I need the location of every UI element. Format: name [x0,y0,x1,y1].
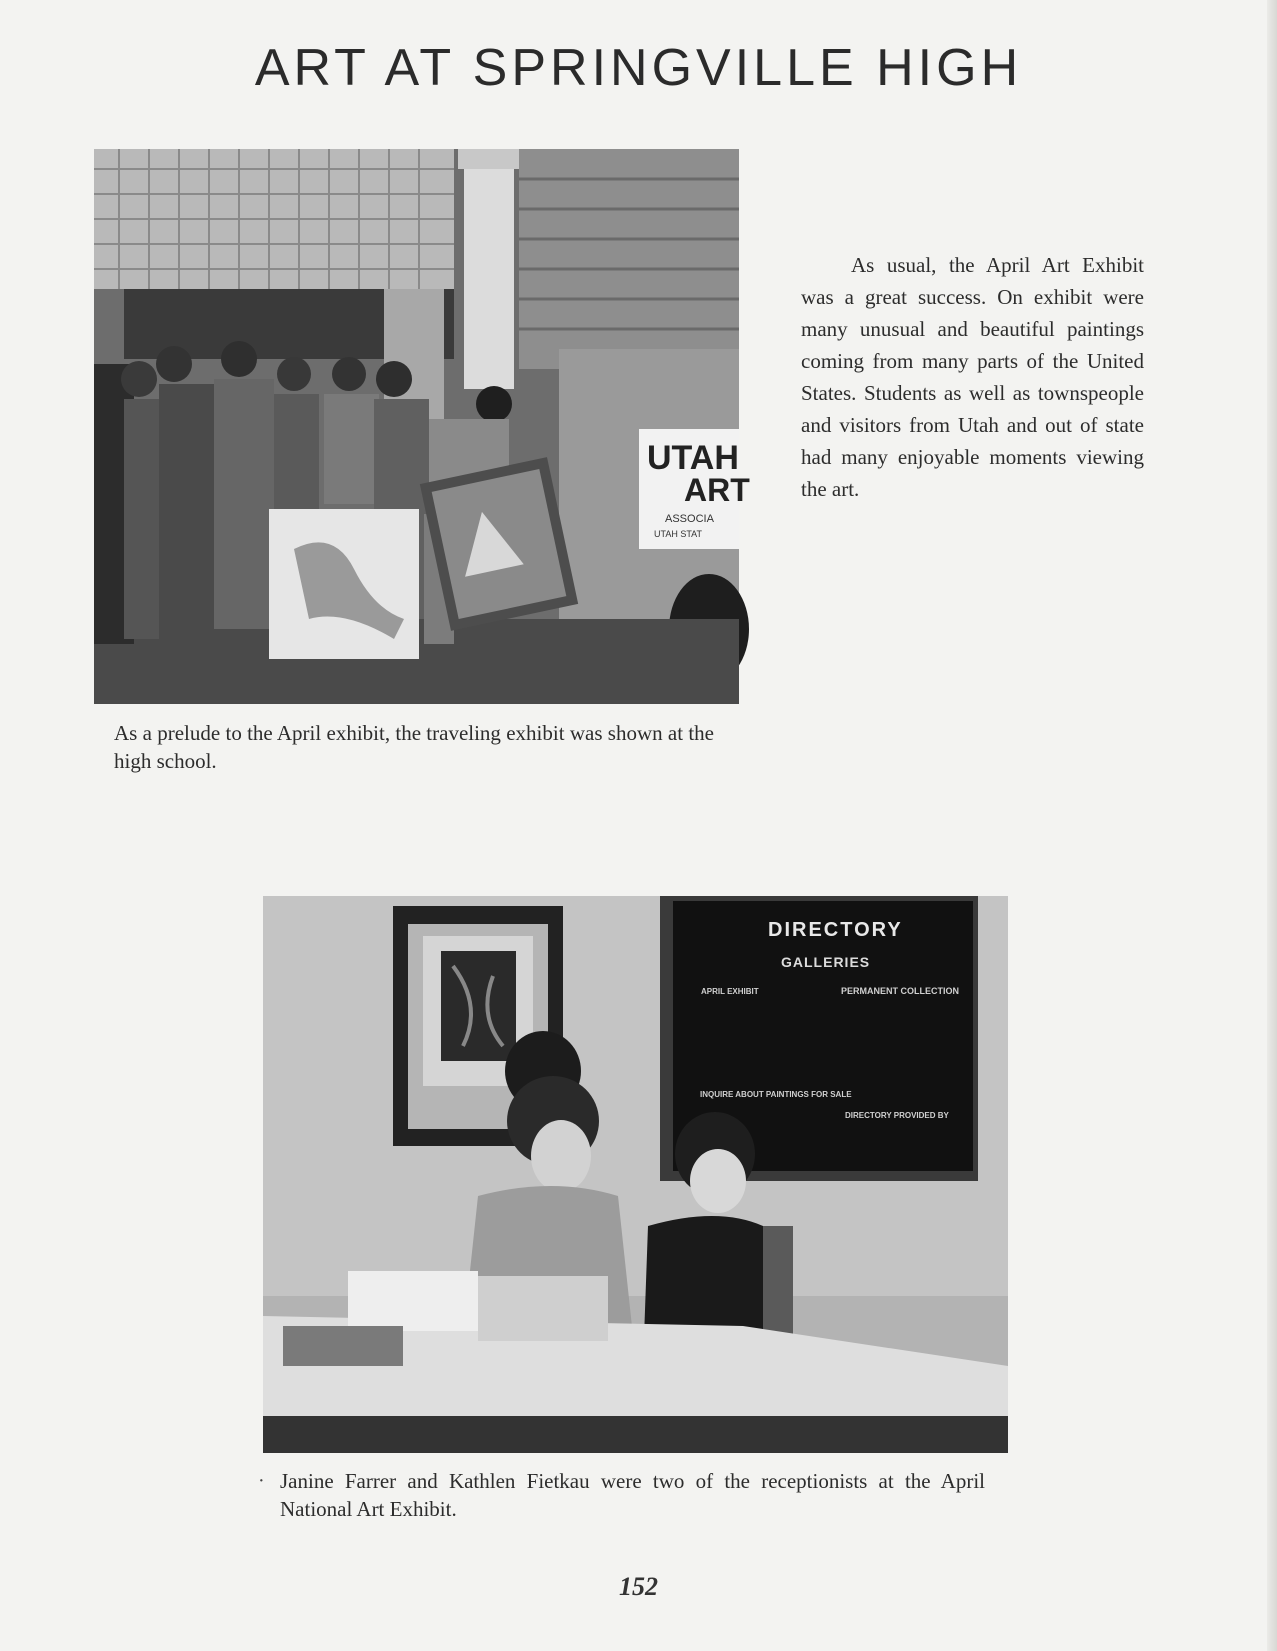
directory-provided-by: DIRECTORY PROVIDED BY [845,1111,949,1120]
directory-april-exhibit: APRIL EXHIBIT [701,987,759,996]
photo1-caption: As a prelude to the April exhibit, the traveling exhibit was shown at the high school. [114,721,714,773]
caption-bullet: · [258,1470,265,1492]
traveling-exhibit-photo [94,149,750,704]
directory-title: DIRECTORY [768,919,903,941]
sign-utah-state: UTAH STAT [654,529,702,539]
directory-subtitle: GALLERIES [781,954,871,970]
sign-association: ASSOCIA [665,513,714,525]
page-title: ART AT SPRINGVILLE HIGH [254,39,1023,97]
directory-inquire: INQUIRE ABOUT PAINTINGS FOR SALE [700,1090,852,1099]
article-body: As usual, the April Art Exhibit was a great success. On exhibit were many unusual and beautiful paintings coming from many parts of the United States. Students as well as townspeople and visitors from Utah and out of state had many enjoyable moments viewing the art. [801,253,1144,501]
page-edge [1267,0,1277,1651]
page-number: 152 [619,1572,658,1601]
receptionists-photo [263,896,1008,1453]
sign-utah: UTAH [647,439,739,477]
photo2-caption: Janine Farrer and Kathlen Fietkau were two of the receptionists at the April National Art Exhibit. [280,1469,985,1521]
directory-permanent-collection: PERMANENT COLLECTION [841,986,959,996]
sign-art: ART [684,472,750,508]
